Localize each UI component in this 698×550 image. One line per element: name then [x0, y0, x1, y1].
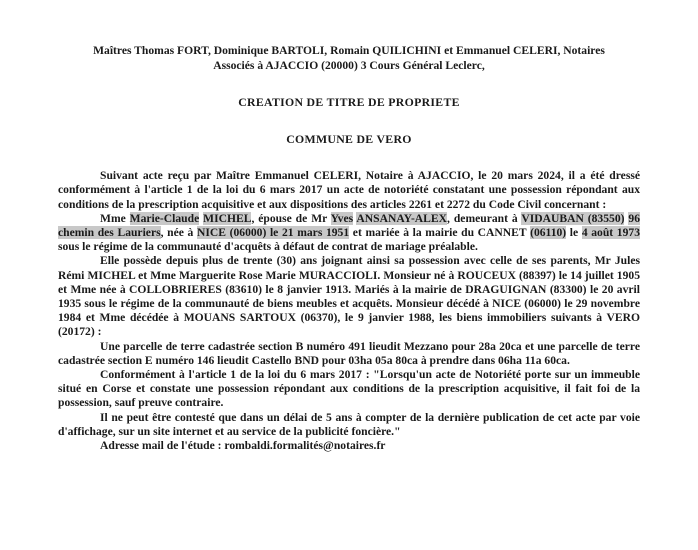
- p2-seg-7: , née à: [160, 226, 197, 239]
- letterhead-line-2: Associés à AJACCIO (20000) 3 Cours Général Leclerc,: [213, 58, 485, 72]
- title-block: [58, 95, 640, 147]
- p2-highlight-spouse-lastname: ANSANAY-ALEX: [356, 211, 448, 225]
- p2-seg-1: Mme: [100, 211, 130, 225]
- document-subtitle: COMMUNE DE VERO: [286, 132, 412, 147]
- p2-seg-3: , épouse de Mr: [251, 211, 331, 225]
- p2-highlight-marriage-date: 4 août 1973: [581, 226, 640, 239]
- p2-seg-5: , demeurant à: [447, 211, 522, 225]
- document-body: [58, 169, 640, 453]
- document-title: CREATION DE TITRE DE PROPRIETE: [238, 95, 460, 110]
- p2-seg-9: le: [566, 226, 582, 239]
- paragraph-2-identity: [58, 212, 640, 255]
- p2-highlight-firstname: Marie-Claude: [129, 211, 200, 225]
- p2-highlight-birth: NICE (06000) le 21 mars 1951: [196, 226, 350, 239]
- paragraph-3-parents: Elle possède depuis plus de trente (30) ans joignant ainsi sa possession avec celle de ses parents, Mr Jules Rémi MICHEL et Mme Marguerite Rose Marie MURACCIOLI. Monsieur né à ROUCEUX (88397) le 14 juillet 1905 et Mme née à COLLOBRIERES (83610) le 8 janvier 1913. Mariés à la mairie de DRAGUIGNAN (83300) le 20 avril 1935 sous le régime de la communauté de biens meubles et acquêts. Monsieur décédé à NICE (06000) le 29 novembre 1984 et Mme décédée à MOUANS SARTOUX (06370), le 9 janvier 1988, les biens immobiliers suivants à VERO (20172) :: [58, 254, 640, 339]
- p2-highlight-city-postcode: VIDAUBAN (83550): [521, 211, 625, 225]
- paragraph-4-parcels: Une parcelle de terre cadastrée section B numéro 491 lieudit Mezzano pour 28a 20ca et une parcelle de terre cadastrée section E numéro 146 lieudit Castello BND pour 03ha 05a 80ca à prendre dans 06ha 11a 60ca.: [58, 339, 640, 367]
- p2-highlight-street: 96 chemin des Lauriers: [58, 211, 640, 239]
- p2-highlight-spouse-firstname: Yves: [330, 211, 354, 225]
- letterhead-line-1: Maîtres Thomas FORT, Dominique BARTOLI, Romain QUILICHINI et Emmanuel CELERI, Notaires: [93, 44, 605, 57]
- paragraph-1: Suivant acte reçu par Maître Emmanuel CELERI, Notaire à AJACCIO, le 20 mars 2024, il a été dressé conformément à l'article 1 de la loi du 6 mars 2017 un acte de notoriété constatant une possession répondant aux conditions de la prescription acquisitive et aux dispositions des articles 2261 et 2272 du Code Civil concernant :: [58, 169, 640, 211]
- p2-highlight-marriage-postcode: (06110): [530, 226, 567, 239]
- p2-seg-10: sous le régime de la communauté d'acquêts à défaut de contrat de mariage préalable.: [58, 240, 478, 254]
- paragraph-6-contest-period: Il ne peut être contesté que dans un délai de 5 ans à compter de la dernière publication de cet acte par voie d'affichage, sur un site internet et au service de la publicité foncière.": [58, 410, 640, 438]
- p2-seg-8: et mariée à la mairie du CANNET: [349, 226, 531, 239]
- paragraph-7-email: Adresse mail de l'étude : rombaldi.formalités@notaires.fr: [100, 439, 386, 453]
- letterhead: [58, 44, 640, 73]
- p2-highlight-lastname: MICHEL: [203, 211, 252, 225]
- paragraph-5-law-quote: Conformément à l'article 1 de la loi du 6 mars 2017 : "Lorsqu'un acte de Notoriété porte sur un immeuble situé en Corse et constate une possession répondant aux conditions de la prescription acquisitive, il fait foi de la possession, sauf preuve contraire.: [58, 368, 640, 410]
